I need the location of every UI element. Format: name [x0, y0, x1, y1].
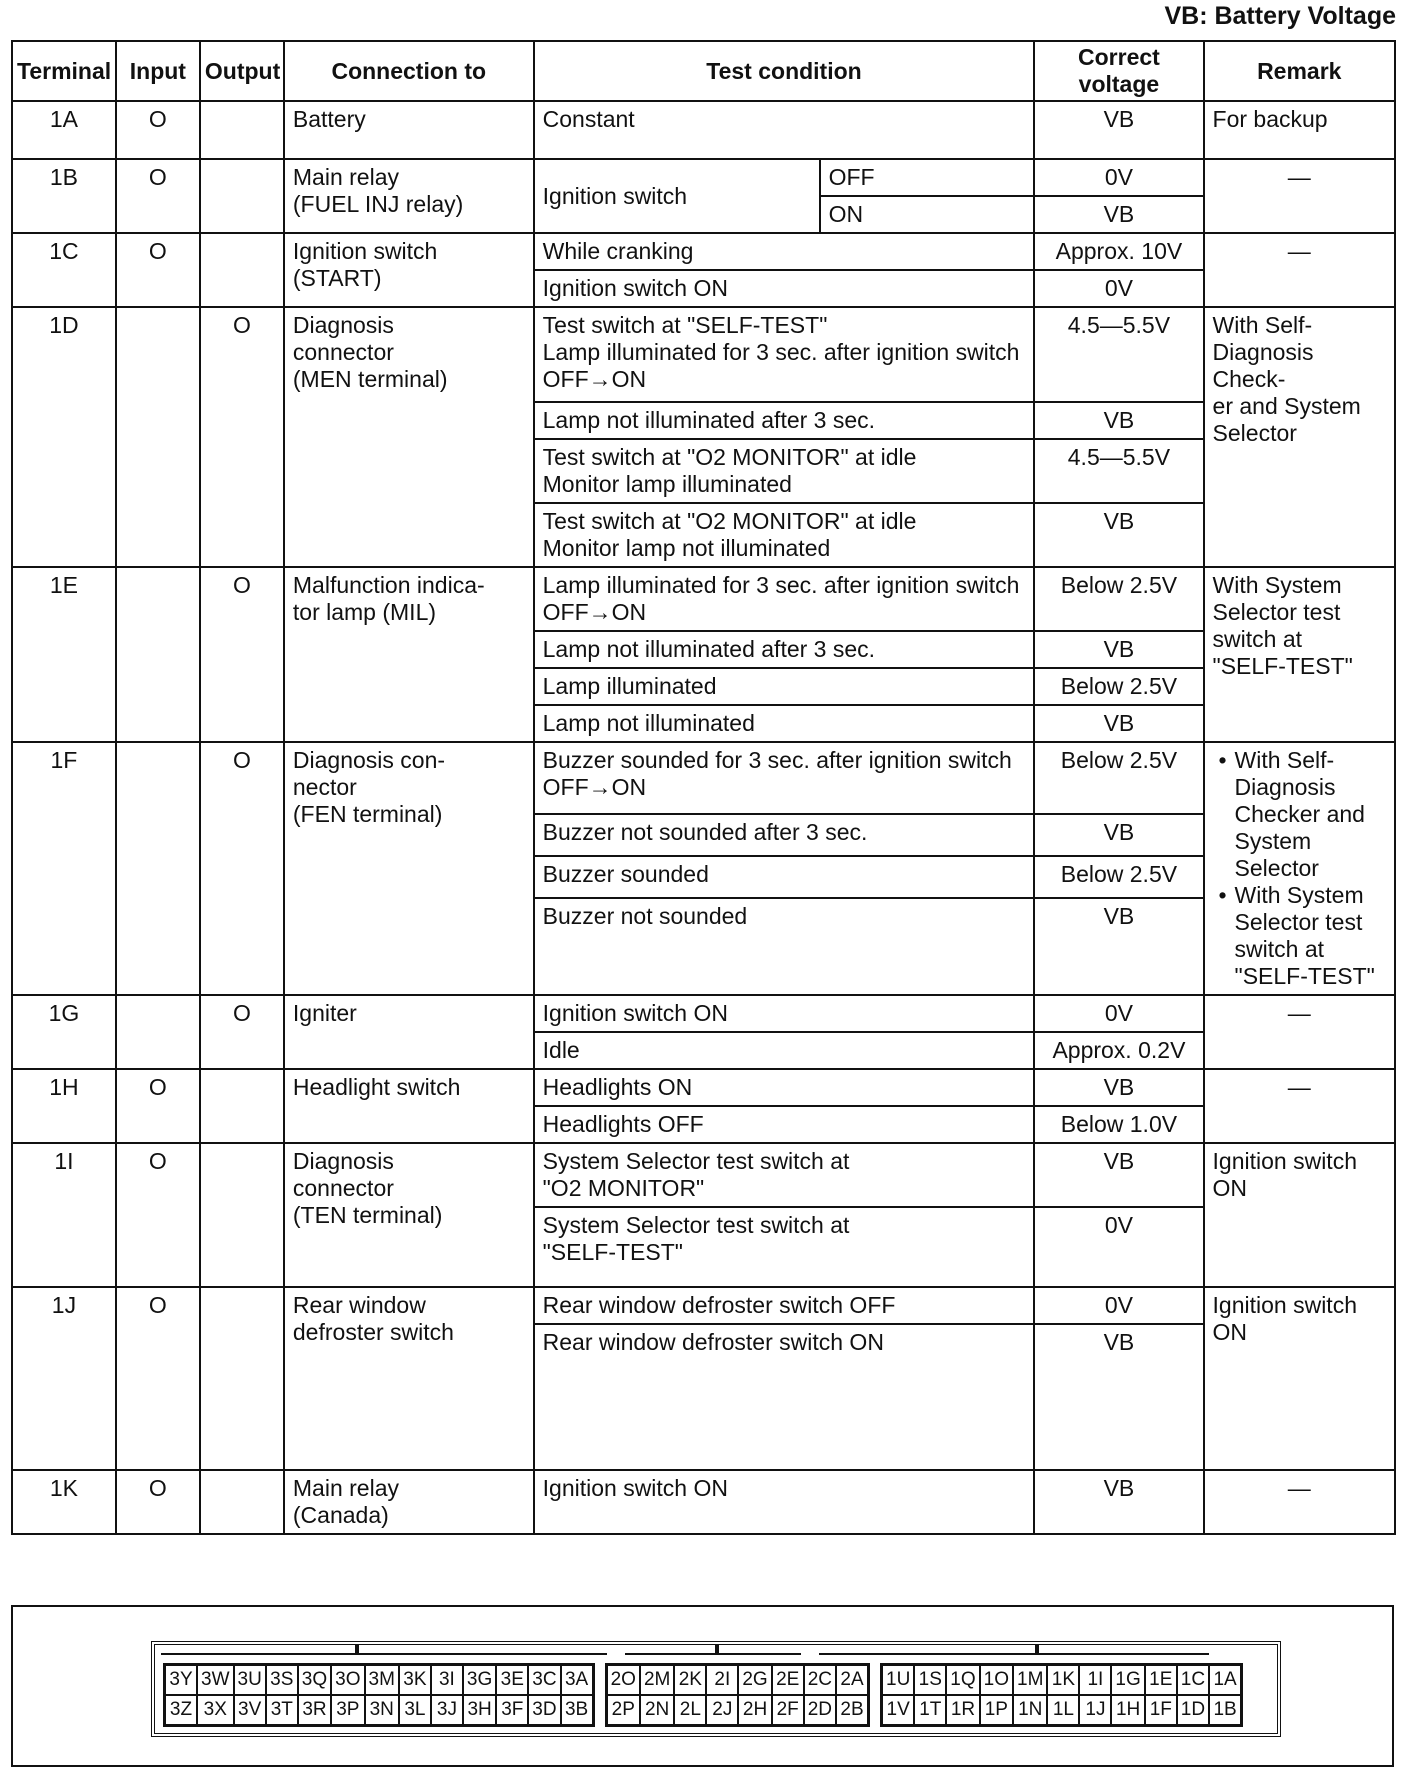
connector-pin: 2D [804, 1695, 836, 1725]
test-condition-cell: Ignition switch ON [534, 995, 1035, 1032]
test-condition-cell: Lamp not illuminated after 3 sec. [534, 631, 1035, 668]
connector-pin: 2N [640, 1695, 674, 1725]
connection-cell: Main relay (Canada) [284, 1470, 534, 1534]
connector-block-1 [880, 1663, 1243, 1727]
terminal-cell: 1C [12, 233, 116, 307]
connection-cell: Diagnosis connector (MEN terminal) [284, 307, 534, 567]
connector-pin: 3Q [298, 1665, 331, 1695]
remark-cell: — [1204, 995, 1395, 1069]
remark-cell: — [1204, 1069, 1395, 1143]
connector-pin: 3M [365, 1665, 399, 1695]
test-condition-cell: While cranking [534, 233, 1035, 270]
connector-pin: 2I [706, 1665, 738, 1695]
test-condition-cell: Lamp illuminated [534, 668, 1035, 705]
remark-cell: With System Selector test switch at "SELF-TEST" [1204, 567, 1395, 742]
connector-pin: 3A [561, 1665, 593, 1695]
input-mark [116, 567, 200, 742]
input-mark: O [116, 101, 200, 159]
voltage-cell: VB [1034, 196, 1203, 233]
terminal-voltage-table [11, 40, 1396, 1535]
test-condition-cell: Constant [534, 101, 1035, 159]
connector-pin: 3H [463, 1695, 496, 1725]
connector-pin: 1L [1047, 1695, 1079, 1725]
header-output: Output [200, 41, 284, 101]
terminal-cell: 1F [12, 742, 116, 995]
connector-pin: 1F [1145, 1695, 1177, 1725]
test-condition-cell: Idle [534, 1032, 1035, 1069]
output-mark [200, 1069, 284, 1143]
table-row [12, 742, 1395, 814]
remark-cell: — [1204, 159, 1395, 233]
header-remark: Remark [1204, 41, 1395, 101]
header-connection: Connection to [284, 41, 534, 101]
connector-pin: 1I [1079, 1665, 1111, 1695]
voltage-cell: VB [1034, 1324, 1203, 1470]
voltage-cell: Below 2.5V [1034, 856, 1203, 898]
output-mark: O [200, 567, 284, 742]
connection-cell: Headlight switch [284, 1069, 534, 1143]
connector-pin: 1R [946, 1695, 979, 1725]
remark-cell: — [1204, 233, 1395, 307]
connection-cell: Main relay (FUEL INJ relay) [284, 159, 534, 233]
test-condition-cell: Buzzer sounded [534, 856, 1035, 898]
connector-pin: 1O [980, 1665, 1013, 1695]
connector-pin: 3X [197, 1695, 234, 1725]
test-condition-cell: Headlights ON [534, 1069, 1035, 1106]
voltage-cell: Approx. 0.2V [1034, 1032, 1203, 1069]
connector-pin: 3I [431, 1665, 463, 1695]
remark-cell: Ignition switch ON [1204, 1143, 1395, 1287]
connector-pin: 3P [331, 1695, 364, 1725]
connector-pin: 1H [1111, 1695, 1144, 1725]
voltage-cell: 4.5—5.5V [1034, 307, 1203, 402]
output-mark: O [200, 307, 284, 567]
voltage-cell: VB [1034, 1069, 1203, 1106]
connector-key-ridge [819, 1653, 1209, 1655]
terminal-cell: 1G [12, 995, 116, 1069]
connector-pin: 3J [431, 1695, 463, 1725]
connector-pin: 2F [772, 1695, 804, 1725]
connector-pin: 3K [399, 1665, 431, 1695]
connector-pin: 3V [234, 1695, 266, 1725]
output-mark: O [200, 742, 284, 995]
remark-cell: For backup [1204, 101, 1395, 159]
connector-pin: 1V [882, 1695, 914, 1725]
table-row [12, 995, 1395, 1032]
connector-pin: 2B [836, 1695, 868, 1725]
connector-pin: 1K [1047, 1665, 1079, 1695]
connector-pin: 3Y [165, 1665, 197, 1695]
input-mark [116, 307, 200, 567]
voltage-cell: VB [1034, 1470, 1203, 1534]
connector-key-notch [1035, 1645, 1039, 1655]
output-mark [200, 1470, 284, 1534]
test-condition-cell: Buzzer not sounded [534, 898, 1035, 995]
voltage-cell: VB [1034, 814, 1203, 856]
connector-block-2 [605, 1663, 870, 1727]
connector-pin: 1N [1013, 1695, 1047, 1725]
voltage-cell: Below 1.0V [1034, 1106, 1203, 1143]
table-row [12, 233, 1395, 270]
connector-key-ridge [625, 1653, 801, 1655]
connector-pin: 3E [496, 1665, 528, 1695]
output-mark [200, 1143, 284, 1287]
header-row [12, 41, 1395, 101]
connector-keys [155, 1645, 1277, 1657]
input-mark [116, 995, 200, 1069]
connector-pin: 3B [561, 1695, 593, 1725]
voltage-cell: 0V [1034, 995, 1203, 1032]
input-mark: O [116, 233, 200, 307]
connector-pin: 1D [1177, 1695, 1209, 1725]
voltage-cell: Approx. 10V [1034, 233, 1203, 270]
remark-list [1213, 747, 1386, 990]
test-condition-cell: Lamp not illuminated after 3 sec. [534, 402, 1035, 439]
header-correct-voltage: Correct voltage [1034, 41, 1203, 101]
input-mark: O [116, 1143, 200, 1287]
input-mark: O [116, 1287, 200, 1470]
connector-pin: 3D [528, 1695, 560, 1725]
test-condition-cell: System Selector test switch at "O2 MONITOR" [534, 1143, 1035, 1207]
connector-pin: 2J [706, 1695, 738, 1725]
connector-pin: 2O [607, 1665, 640, 1695]
connector-pin: 2L [674, 1695, 706, 1725]
remark-cell: — [1204, 1470, 1395, 1534]
connector-pin: 3T [266, 1695, 298, 1725]
table-row [12, 159, 1395, 196]
connector-pin: 3S [266, 1665, 298, 1695]
voltage-cell: 4.5—5.5V [1034, 439, 1203, 503]
voltage-cell: Below 2.5V [1034, 668, 1203, 705]
connection-cell: Ignition switch (START) [284, 233, 534, 307]
switch-state-cell: ON [820, 196, 1035, 233]
input-mark [116, 742, 200, 995]
test-condition-cell: Test switch at "O2 MONITOR" at idle Monitor lamp not illuminated [534, 503, 1035, 567]
test-condition-cell: Buzzer not sounded after 3 sec. [534, 814, 1035, 856]
connector-pin: 2H [738, 1695, 771, 1725]
voltage-cell: VB [1034, 1143, 1203, 1207]
output-mark [200, 159, 284, 233]
connector-pin: 1G [1111, 1665, 1144, 1695]
header-input: Input [116, 41, 200, 101]
connector-pin: 3L [399, 1695, 431, 1725]
connector-pin: 2C [804, 1665, 836, 1695]
connector-pin: 3U [234, 1665, 266, 1695]
voltage-cell: VB [1034, 101, 1203, 159]
connection-cell: Rear window defroster switch [284, 1287, 534, 1470]
test-condition-cell: Test switch at "O2 MONITOR" at idle Monitor lamp illuminated [534, 439, 1035, 503]
connector-pin: 1C [1177, 1665, 1209, 1695]
terminal-cell: 1E [12, 567, 116, 742]
table-row [12, 1470, 1395, 1534]
connector-pin: 1E [1145, 1665, 1177, 1695]
header-test-condition: Test condition [534, 41, 1035, 101]
table-row [12, 1143, 1395, 1207]
terminal-cell: 1K [12, 1470, 116, 1534]
voltage-cell: Below 2.5V [1034, 742, 1203, 814]
remark-cell: With Self- Diagnosis Check- er and System Selector [1204, 307, 1395, 567]
terminal-cell: 1I [12, 1143, 116, 1287]
output-mark [200, 1287, 284, 1470]
remark-list-item: • With System Selector test switch at "SELF-TEST" [1235, 882, 1386, 990]
voltage-cell: 0V [1034, 1207, 1203, 1287]
connector-pin: 1B [1209, 1695, 1241, 1725]
test-condition-cell: Ignition switch ON [534, 1470, 1035, 1534]
connector-pin: 3G [463, 1665, 496, 1695]
connection-cell: Diagnosis connector (TEN terminal) [284, 1143, 534, 1287]
input-mark: O [116, 159, 200, 233]
voltage-cell: VB [1034, 898, 1203, 995]
connection-cell: Igniter [284, 995, 534, 1069]
connector-pin: 3O [331, 1665, 364, 1695]
output-mark [200, 233, 284, 307]
connector-pin: 3R [298, 1695, 331, 1725]
connector-diagram-box [11, 1605, 1394, 1767]
output-mark [200, 101, 284, 159]
voltage-cell: VB [1034, 402, 1203, 439]
test-condition-cell: Headlights OFF [534, 1106, 1035, 1143]
connector-key-notch [355, 1645, 359, 1655]
voltage-cell: 0V [1034, 159, 1203, 196]
connector-pin: 3N [365, 1695, 399, 1725]
remark-cell [1204, 742, 1395, 995]
connector-pin: 3F [496, 1695, 528, 1725]
test-condition-cell: Rear window defroster switch OFF [534, 1287, 1035, 1324]
output-mark: O [200, 995, 284, 1069]
input-mark: O [116, 1470, 200, 1534]
connector-pin: 3C [528, 1665, 560, 1695]
table-row [12, 307, 1395, 402]
connector-pin: 2K [674, 1665, 706, 1695]
voltage-cell: VB [1034, 631, 1203, 668]
connector-pin: 3Z [165, 1695, 197, 1725]
connector-pin: 1A [1209, 1665, 1241, 1695]
test-condition-cell: Rear window defroster switch ON [534, 1324, 1035, 1470]
terminal-cell: 1D [12, 307, 116, 567]
voltage-cell: 0V [1034, 270, 1203, 307]
connector-key-notch [715, 1645, 719, 1655]
terminal-cell: 1A [12, 101, 116, 159]
test-condition-cell: Test switch at "SELF-TEST" Lamp illuminated for 3 sec. after ignition switch OFF→ON [534, 307, 1035, 402]
connector-pin: 2E [772, 1665, 804, 1695]
connector-pin: 2M [640, 1665, 674, 1695]
test-condition-cell: Ignition switch ON [534, 270, 1035, 307]
connector-pin: 2G [738, 1665, 771, 1695]
terminal-cell: 1H [12, 1069, 116, 1143]
connector-pin-grid [163, 1663, 1243, 1727]
test-condition-cell: Buzzer sounded for 3 sec. after ignition switch OFF→ON [534, 742, 1035, 814]
connector-pin: 3W [197, 1665, 234, 1695]
connector-pin: 1P [980, 1695, 1013, 1725]
input-mark: O [116, 1069, 200, 1143]
table-row [12, 1287, 1395, 1324]
header-terminal: Terminal [12, 41, 116, 101]
table-row [12, 1069, 1395, 1106]
connector-pin: 1S [914, 1665, 946, 1695]
terminal-cell: 1B [12, 159, 116, 233]
connector-block-3 [163, 1663, 595, 1727]
connector-pin: 1J [1079, 1695, 1111, 1725]
connector-body [151, 1641, 1281, 1737]
test-condition-cell: System Selector test switch at "SELF-TEST" [534, 1207, 1035, 1287]
voltage-cell: VB [1034, 705, 1203, 742]
connector-pin: 2A [836, 1665, 868, 1695]
voltage-cell: VB [1034, 503, 1203, 567]
table-row [12, 567, 1395, 631]
test-condition-cell: Lamp illuminated for 3 sec. after ignition switch OFF→ON [534, 567, 1035, 631]
connector-pin: 1M [1013, 1665, 1047, 1695]
voltage-cell: 0V [1034, 1287, 1203, 1324]
connector-key-ridge [161, 1653, 607, 1655]
connection-cell: Malfunction indica- tor lamp (MIL) [284, 567, 534, 742]
connector-pin: 2P [607, 1695, 640, 1725]
remark-cell: Ignition switch ON [1204, 1287, 1395, 1470]
voltage-cell: Below 2.5V [1034, 567, 1203, 631]
connection-cell: Diagnosis con- nector (FEN terminal) [284, 742, 534, 995]
test-condition-cell: Lamp not illuminated [534, 705, 1035, 742]
switch-state-cell: OFF [820, 159, 1035, 196]
table-row [12, 101, 1395, 159]
voltage-legend: VB: Battery Voltage [1164, 2, 1396, 30]
remark-list-item: • With Self- Diagnosis Checker and System Selector [1235, 747, 1386, 882]
connection-cell: Battery [284, 101, 534, 159]
connector-pin: 1T [914, 1695, 946, 1725]
connector-pin: 1Q [946, 1665, 979, 1695]
connector-pin: 1U [882, 1665, 914, 1695]
test-condition-cell: Ignition switch [534, 159, 820, 233]
terminal-cell: 1J [12, 1287, 116, 1470]
